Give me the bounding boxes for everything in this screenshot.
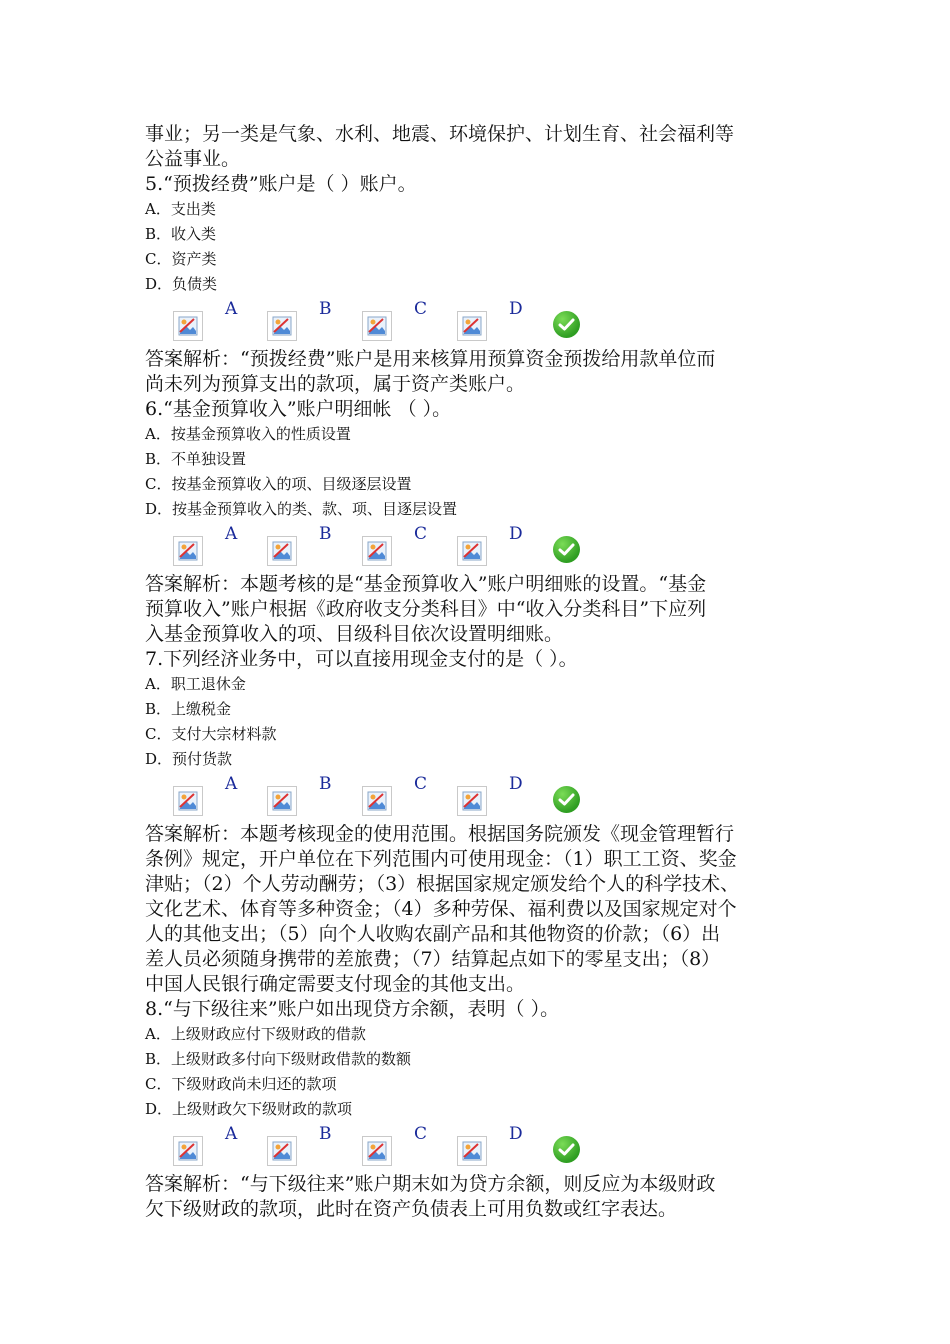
option-c: C．按基金预算收入的项、目级逐层设置 <box>145 475 412 493</box>
analysis-line: 预算收入”账户根据《政府收支分类科目》中“收入分类科目”下应列 <box>145 598 707 620</box>
choice-b[interactable] <box>267 1124 332 1166</box>
analysis-line: 文化艺术、体育等多种资金；（4）多种劳保、福利费以及国家规定对个 <box>145 898 737 920</box>
question-stem: 6.“基金预算收入”账户明细帐 （ ）。 <box>145 398 452 420</box>
choice-letter: A <box>225 524 238 544</box>
answer-choices-row <box>145 1122 805 1172</box>
choice-a[interactable] <box>173 774 237 816</box>
option-b: B．上级财政多付向下级财政借款的数额 <box>145 1050 412 1068</box>
option-a: A．职工退休金 <box>145 675 246 693</box>
intro-line: 公益事业。 <box>145 148 241 170</box>
option-d: D．上级财政欠下级财政的款项 <box>145 1100 353 1118</box>
question-stem: 8.“与下级往来”账户如出现贷方余额，表明（ ）。 <box>145 998 560 1020</box>
choice-letter: B <box>319 1124 332 1144</box>
choice-letter: A <box>225 1124 238 1144</box>
option-c: C．下级财政尚未归还的款项 <box>145 1075 337 1093</box>
choice-a[interactable] <box>173 299 237 341</box>
analysis-line: 入基金预算收入的项、目级科目依次设置明细账。 <box>145 623 564 645</box>
analysis-line: 中国人民银行确定需要支付现金的其他支出。 <box>145 973 526 995</box>
question-stem: 5.“预拨经费”账户是（ ）账户。 <box>145 173 417 195</box>
broken-image-icon <box>267 1136 297 1166</box>
option-a: A．上级财政应付下级财政的借款 <box>145 1025 366 1043</box>
choice-b[interactable] <box>267 299 332 341</box>
broken-image-icon <box>173 1136 203 1166</box>
question-stem: 7.下列经济业务中，可以直接用现金支付的是（ ）。 <box>145 648 578 670</box>
option-c: C．支付大宗材料款 <box>145 725 277 743</box>
analysis-line: 答案解析：“预拨经费”账户是用来核算用预算资金预拨给用款单位而 <box>145 348 716 370</box>
choice-d[interactable] <box>457 299 523 341</box>
option-b: B．不单独设置 <box>145 450 247 468</box>
broken-image-icon <box>267 786 297 816</box>
choice-d[interactable] <box>457 524 523 566</box>
choice-letter: C <box>414 1124 428 1144</box>
analysis-line: 答案解析：“与下级往来”账户期末如为贷方余额，则反应为本级财政 <box>145 1173 716 1195</box>
choice-letter: A <box>225 774 238 794</box>
broken-image-icon <box>362 786 392 816</box>
choice-b[interactable] <box>267 524 332 566</box>
broken-image-icon <box>457 786 487 816</box>
analysis-line: 津贴；（2）个人劳动酬劳；（3）根据国家规定颁发给个人的科学技术、 <box>145 873 740 895</box>
document-page <box>145 122 805 1222</box>
broken-image-icon <box>362 311 392 341</box>
choice-letter: D <box>509 524 523 544</box>
intro-line: 事业；另一类是气象、水利、地震、环境保护、计划生育、社会福利等 <box>145 123 735 145</box>
choice-a[interactable] <box>173 524 237 566</box>
analysis-line: 条例》规定，开户单位在下列范围内可使用现金：（1）职工工资、奖金 <box>145 848 737 870</box>
choice-b[interactable] <box>267 774 332 816</box>
question-block <box>145 997 805 1222</box>
option-b: B．收入类 <box>145 225 217 243</box>
broken-image-icon <box>173 786 203 816</box>
choice-a[interactable] <box>173 1124 237 1166</box>
analysis-line: 答案解析：本题考核现金的使用范围。根据国务院颁发《现金管理暂行 <box>145 823 735 845</box>
green-check-icon[interactable] <box>553 1136 580 1163</box>
question-block <box>145 647 805 997</box>
choice-c[interactable] <box>362 524 427 566</box>
option-a: A．支出类 <box>145 200 216 218</box>
question-block <box>145 172 805 397</box>
broken-image-icon <box>267 536 297 566</box>
answer-choices-row <box>145 772 805 822</box>
analysis-line: 欠下级财政的款项，此时在资产负债表上可用负数或红字表达。 <box>145 1198 678 1220</box>
option-a: A．按基金预算收入的性质设置 <box>145 425 351 443</box>
choice-letter: C <box>414 299 428 319</box>
broken-image-icon <box>173 311 203 341</box>
choice-letter: B <box>319 299 332 319</box>
analysis-line: 答案解析：本题考核的是“基金预算收入”账户明细账的设置。“基金 <box>145 573 707 595</box>
option-b: B．上缴税金 <box>145 700 232 718</box>
green-check-icon[interactable] <box>553 311 580 338</box>
choice-c[interactable] <box>362 774 427 816</box>
answer-choices-row <box>145 297 805 347</box>
choice-letter: A <box>225 299 238 319</box>
answer-choices-row <box>145 522 805 572</box>
broken-image-icon <box>267 311 297 341</box>
choice-letter: C <box>414 524 428 544</box>
broken-image-icon <box>457 311 487 341</box>
choice-d[interactable] <box>457 774 523 816</box>
question-block <box>145 397 805 647</box>
choice-letter: C <box>414 774 428 794</box>
option-d: D．按基金预算收入的类、款、项、目逐层设置 <box>145 500 458 518</box>
choice-letter: B <box>319 524 332 544</box>
analysis-line: 差人员必须随身携带的差旅费；（7）结算起点如下的零星支出；（8） <box>145 948 721 970</box>
green-check-icon[interactable] <box>553 786 580 813</box>
choice-c[interactable] <box>362 299 427 341</box>
analysis-line: 尚未列为预算支出的款项，属于资产类账户。 <box>145 373 526 395</box>
option-c: C．资产类 <box>145 250 217 268</box>
analysis-line: 人的其他支出；（5）向个人收购农副产品和其他物资的价款；（6）出 <box>145 923 721 945</box>
broken-image-icon <box>457 1136 487 1166</box>
choice-letter: D <box>509 299 523 319</box>
green-check-icon[interactable] <box>553 536 580 563</box>
option-d: D．预付货款 <box>145 750 233 768</box>
choice-letter: D <box>509 1124 523 1144</box>
choice-letter: D <box>509 774 523 794</box>
option-d: D．负债类 <box>145 275 218 293</box>
broken-image-icon <box>173 536 203 566</box>
choice-d[interactable] <box>457 1124 523 1166</box>
broken-image-icon <box>362 1136 392 1166</box>
broken-image-icon <box>362 536 392 566</box>
broken-image-icon <box>457 536 487 566</box>
choice-c[interactable] <box>362 1124 427 1166</box>
choice-letter: B <box>319 774 332 794</box>
